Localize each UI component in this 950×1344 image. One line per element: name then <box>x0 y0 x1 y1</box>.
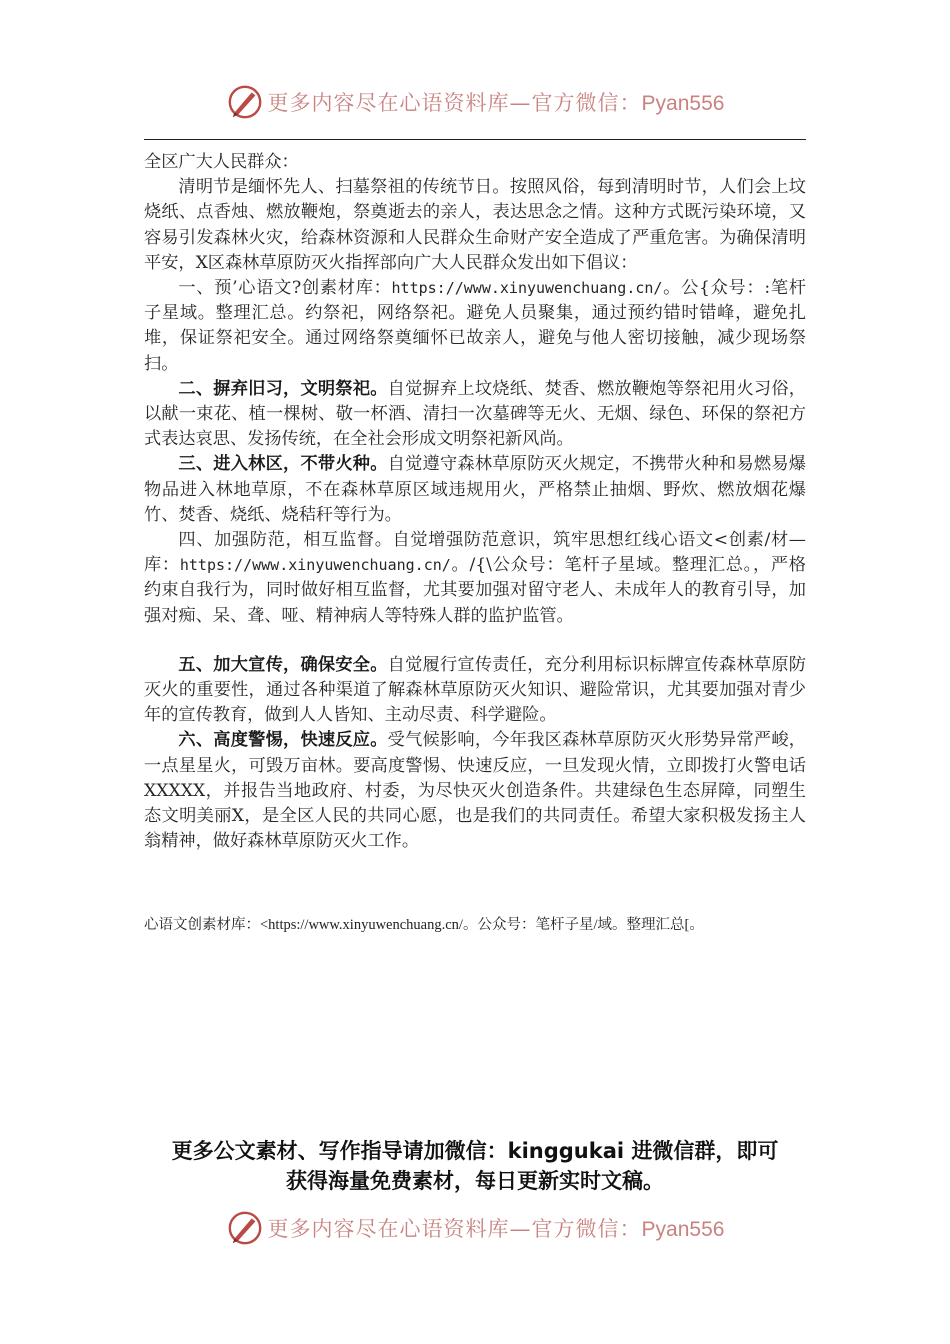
source-url: https://www.xinyuwenchuang.cn/ <box>391 279 663 298</box>
item-3-paragraph: 三、进入林区，不带火种。自觉遵守森林草原防灭火规定，不携带火种和易燃易爆物品进入林地草原，不在森林草原区域违规用火，严格禁止抽烟、野炊、燃放烟花爆竹、焚香、烧纸、烧秸秆等行为。 <box>144 454 806 525</box>
salutation: 全区广大人民群众： <box>144 152 299 172</box>
item-6-title: 六、高度警惕，快速反应。 <box>178 730 388 751</box>
item-4-paragraph: 四、加强防范，相互监督。自觉增强防范意识，筑牢思想红线心语文<创素/材—库：https://www.xinyuwenchuang.cn/。/{\公众号：笔杆子星域。整理汇总。，严格约束自我行为，同时做好相互监督，尤其要加强对留守老人、未成年人的教育引导，加强对痴、呆、聋、哑、精神病人等特殊人群的监护监管。 <box>144 530 806 626</box>
intro-paragraph: 清明节是缅怀先人、扫墓祭祖的传统节日。按照风俗，每到清明时节，人们会上坟烧纸、点香烛、燃放鞭炮，祭奠逝去的亲人，表达思念之情。这种方式既污染环境，又容易引发森林火灾，给森林资源和人民群众生命财产安全造成了严重危害。为确保清明平安，X区森林草原防灭火指挥部向广大人民群众发出如下倡议： <box>144 177 806 273</box>
footer-watermark <box>0 1208 950 1248</box>
watermark-text: 更多内容尽在心语资料库—官方微信：Pyan556 <box>267 1217 725 1241</box>
item-6-paragraph: 六、高度警惕，快速反应。受气候影响，今年我区森林草原防灭火形势异常严峻，一点星星火，可毁万亩林。要高度警惕、快速反应，一旦发现火情，立即拨打火警电话XXXXX，并报告当地政府、村委，为尽快灭火创造条件。共建绿色生态屏障，同塑生态文明美丽X，是全区人民的共同心愿，也是我们的共同责任。希望大家积极发扬主人翁精神，做好森林草原防灭火工作。 <box>144 730 806 852</box>
pen-circle-icon <box>226 83 264 121</box>
promo-block <box>0 1136 950 1196</box>
header-divider <box>144 139 806 140</box>
header-watermark <box>0 82 950 122</box>
item-2-title: 二、摒弃旧习，文明祭祀。 <box>178 378 388 399</box>
watermark-text: 更多内容尽在心语资料库—官方微信：Pyan556 <box>267 91 725 115</box>
pen-circle-icon <box>226 1209 264 1247</box>
item-5-title: 五、加大宣传，确保安全。 <box>178 654 388 675</box>
item-1-paragraph: 一、预’心语文?创素材库：https://www.xinyuwenchuang.cn/。公{众号：:笔杆子星域。整理汇总。约祭祀，网络祭祀。避免人员聚集，通过预约错时错峰，避免扎堆，保证祭祀安全。通过网络祭奠缅怀已故亲人，避免与他人密切接触，减少现场祭扫。 <box>144 278 806 374</box>
promo-line-1: 更多公文素材、写作指导请加微信：kinggukai 进微信群，即可 <box>171 1139 779 1163</box>
source-footnote: 心语文创素材库：<https://www.xinyuwenchuang.cn/。公众号：笔杆子星/域。整理汇总[。 <box>144 917 704 933</box>
item-5-paragraph: 五、加大宣传，确保安全。自觉履行宣传责任，充分利用标识标牌宣传森林草原防灭火的重要性，通过各种渠道了解森林草原防灭火知识、避险常识，尤其要加强对青少年的宣传教育，做到人人皆知、主动尽责、科学避险。 <box>144 654 806 726</box>
source-url: https://www.xinyuwenchuang.cn/ <box>179 556 451 575</box>
item-2-paragraph: 二、摒弃旧习，文明祭祀。自觉摒弃上坟烧纸、焚香、燃放鞭炮等祭祀用火习俗，以献一束花、植一棵树、敬一杯酒、清扫一次墓碑等无火、无烟、绿色、环保的祭祀方式表达哀思、发扬传统，在全社会形成文明祭祀新风尚。 <box>144 378 806 450</box>
item-3-title: 三、进入林区，不带火种。 <box>178 454 388 475</box>
promo-line-2: 获得海量免费素材，每日更新实时文稿。 <box>286 1169 664 1193</box>
document-body <box>144 150 806 854</box>
